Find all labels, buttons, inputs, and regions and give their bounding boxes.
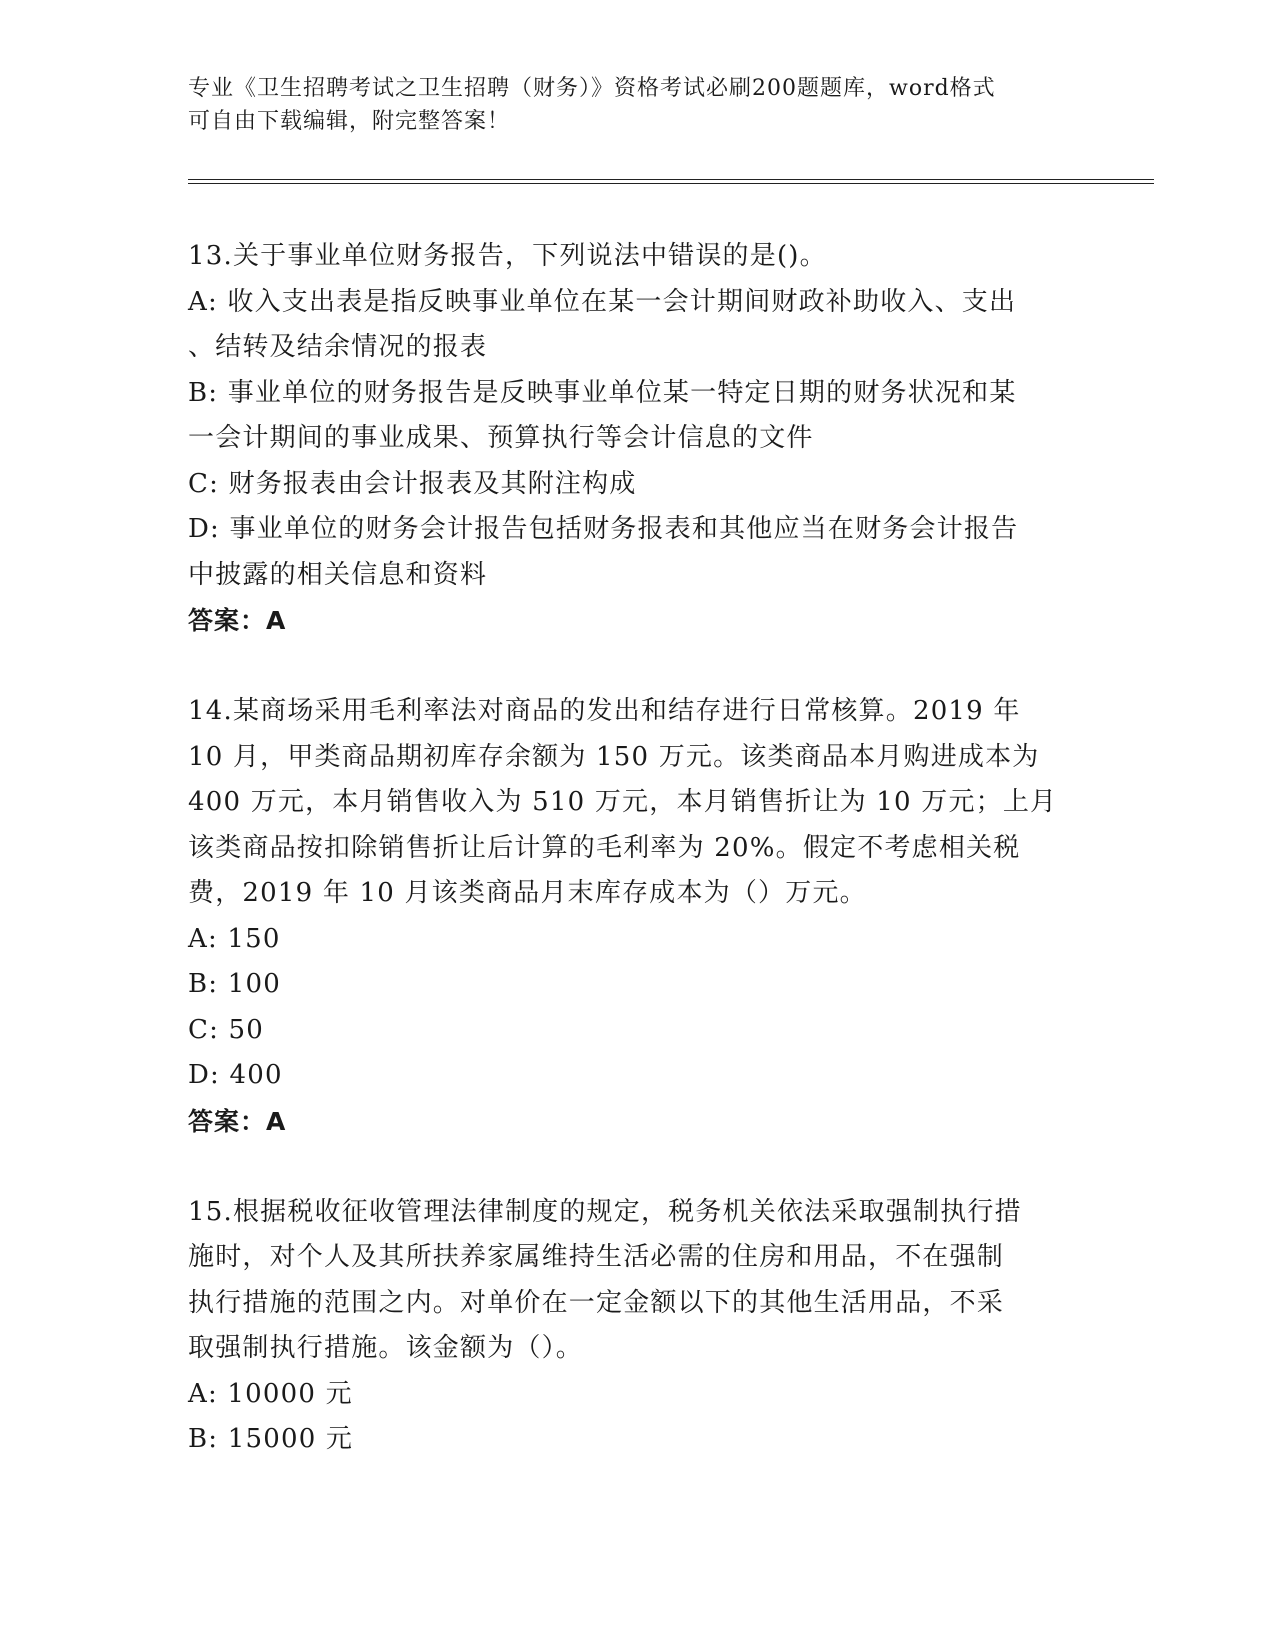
header-line-1: 专业《卫生招聘考试之卫生招聘（财务）》资格考试必刷200题题库，word格式	[188, 76, 996, 101]
option-c: C: 财务报表由会计报表及其附注构成	[188, 468, 637, 499]
option-b: B: 15000 元	[188, 1424, 354, 1454]
question-13	[188, 234, 1088, 644]
question-stem-cont: 施时，对个人及其所扶养家属维持生活必需的住房和用品，不在强制	[188, 1242, 1005, 1272]
question-stem-cont: 费，2019 年 10 月该类商品月末库存成本为（）万元。	[188, 878, 867, 908]
option-b-cont: 一会计期间的事业成果、预算执行等会计信息的文件	[188, 423, 814, 453]
header-divider-top	[188, 179, 1154, 180]
answer-label: 答案：A	[188, 1106, 287, 1136]
option-b: B: 100	[188, 969, 281, 999]
option-a: A: 10000 元	[188, 1378, 353, 1409]
document-header	[188, 72, 1068, 138]
question-15	[188, 1190, 1088, 1463]
option-a: A: 收入支出表是指反映事业单位在某一会计期间财政补助收入、支出	[188, 286, 1017, 317]
question-spacer	[188, 644, 1088, 690]
option-d: D: 400	[188, 1060, 283, 1090]
question-spacer	[188, 1144, 1088, 1190]
question-stem-cont: 400 万元，本月销售收入为 510 万元，本月销售折让为 10 万元；上月	[188, 787, 1058, 817]
option-a: A: 150	[188, 923, 281, 954]
header-line-2: 可自由下载编辑，附完整答案！	[188, 109, 511, 134]
question-list	[188, 234, 1088, 1463]
question-stem: 15.根据税收征收管理法律制度的规定，税务机关依法采取强制执行措	[188, 1196, 1022, 1227]
option-b: B: 事业单位的财务报告是反映事业单位某一特定日期的财务状况和某	[188, 377, 1017, 408]
option-c: C: 50	[188, 1014, 265, 1045]
question-stem-cont: 取强制执行措施。该金额为（）。	[188, 1333, 584, 1363]
option-d-cont: 中披露的相关信息和资料	[188, 559, 488, 590]
answer-label: 答案：A	[188, 606, 287, 635]
question-stem-cont: 执行措施的范围之内。对单价在一定金额以下的其他生活用品，不采	[188, 1287, 1005, 1318]
question-stem-cont: 10 月，甲类商品期初库存余额为 150 万元。该类商品本月购进成本为	[188, 741, 1040, 772]
option-d: D: 事业单位的财务会计报告包括财务报表和其他应当在财务会计报告	[188, 514, 1019, 544]
option-a-cont: 、结转及结余情况的报表	[188, 332, 488, 362]
question-stem: 14.某商场采用毛利率法对商品的发出和结存进行日常核算。2019 年	[188, 696, 1021, 726]
header-divider-bottom	[188, 183, 1154, 184]
question-stem: 13.关于事业单位财务报告，下列说法中错误的是()。	[188, 241, 827, 271]
question-14	[188, 689, 1088, 1144]
question-stem-cont: 该类商品按扣除销售折让后计算的毛利率为 20%。假定不考虑相关税	[188, 832, 1021, 863]
